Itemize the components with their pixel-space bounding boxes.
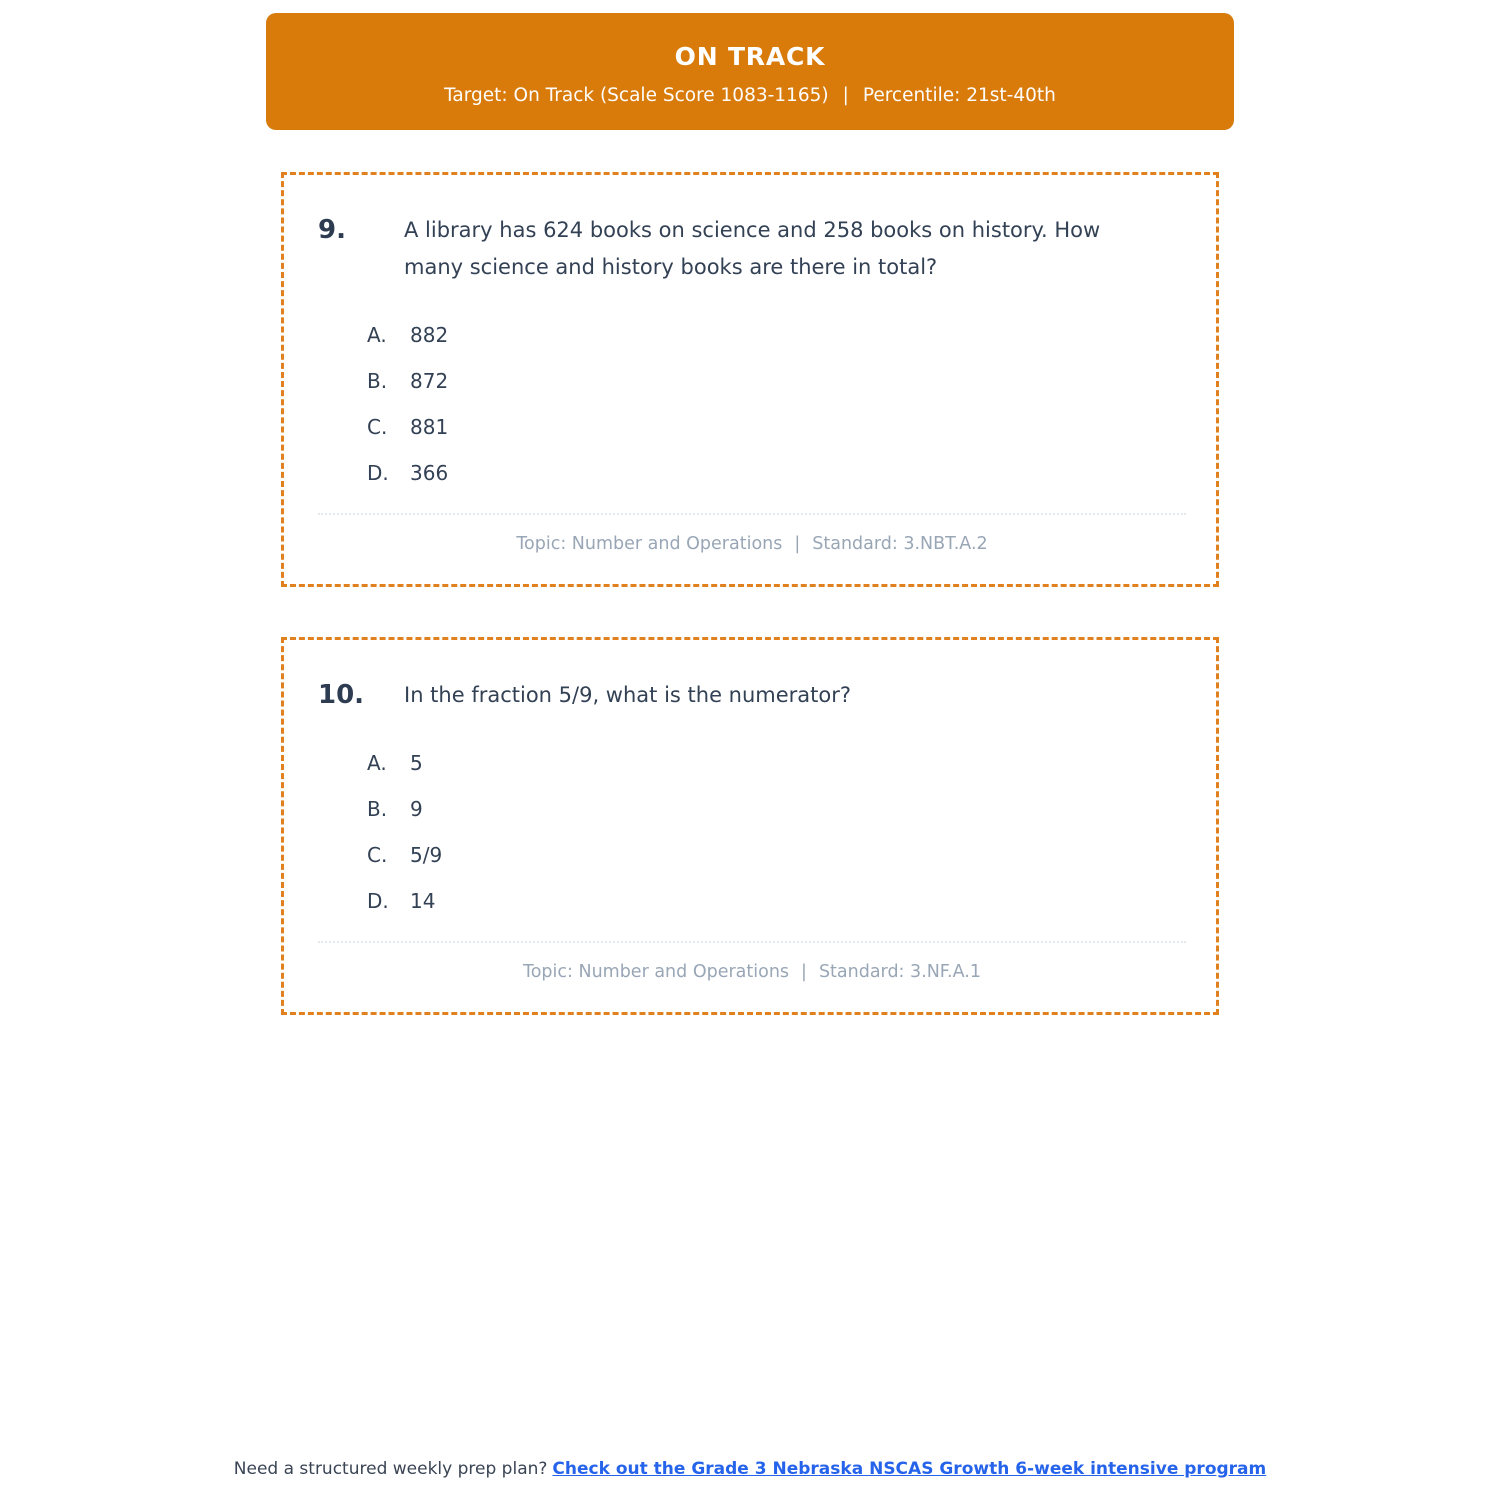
- question-row: [318, 212, 1186, 286]
- option-d: [367, 878, 1186, 924]
- question-card: [281, 172, 1219, 587]
- meta-standard: Standard: 3.NF.A.1: [818, 962, 981, 982]
- option-letter: D.: [367, 461, 389, 485]
- option-letter: A.: [367, 323, 387, 347]
- question-number: 10.: [318, 680, 365, 710]
- options-list: [367, 740, 1186, 924]
- banner-target: Target: On Track (Scale Score 1083-1165): [444, 85, 829, 106]
- option-letter: D.: [367, 889, 389, 913]
- footer-cta: [0, 1459, 1500, 1479]
- score-banner: [266, 13, 1234, 130]
- meta-separator: |: [794, 534, 801, 554]
- question-row: [318, 677, 1186, 714]
- banner-separator: |: [842, 85, 849, 106]
- question-number: 9.: [318, 215, 346, 245]
- option-c: [367, 404, 1186, 450]
- option-value: 872: [410, 369, 449, 393]
- option-letter: B.: [367, 369, 388, 393]
- question-meta: [318, 534, 1186, 554]
- question-text: A library has 624 books on science and 258 books on history. How many science and history books are there in total?: [404, 218, 1101, 279]
- page: [266, 0, 1234, 1015]
- option-letter: C.: [367, 415, 388, 439]
- option-letter: B.: [367, 797, 388, 821]
- option-value: 5/9: [410, 843, 443, 867]
- meta-topic: Topic: Number and Operations: [523, 962, 790, 982]
- option-a: [367, 312, 1186, 358]
- question-text: In the fraction 5/9, what is the numerator?: [404, 683, 852, 707]
- meta-standard: Standard: 3.NBT.A.2: [812, 534, 988, 554]
- option-value: 366: [410, 461, 449, 485]
- banner-percentile: Percentile: 21st-40th: [862, 85, 1056, 106]
- option-value: 882: [410, 323, 449, 347]
- banner-title: ON TRACK: [674, 42, 826, 71]
- option-letter: A.: [367, 751, 387, 775]
- option-value: 881: [410, 415, 449, 439]
- option-letter: C.: [367, 843, 388, 867]
- option-b: [367, 786, 1186, 832]
- program-link[interactable]: Check out the Grade 3 Nebraska NSCAS Growth 6-week intensive program: [552, 1459, 1267, 1479]
- options-list: [367, 312, 1186, 496]
- question-meta: [318, 962, 1186, 982]
- option-a: [367, 740, 1186, 786]
- option-value: 14: [410, 889, 436, 913]
- option-value: 5: [410, 751, 423, 775]
- option-b: [367, 358, 1186, 404]
- option-d: [367, 450, 1186, 496]
- footer-prompt: Need a structured weekly prep plan?: [233, 1459, 548, 1479]
- meta-separator: |: [801, 962, 807, 982]
- option-value: 9: [410, 797, 423, 821]
- banner-subtitle: [266, 85, 1234, 106]
- meta-topic: Topic: Number and Operations: [516, 534, 783, 554]
- option-c: [367, 832, 1186, 878]
- question-card: [281, 637, 1219, 1015]
- dotted-divider: [318, 941, 1186, 943]
- dotted-divider: [318, 513, 1186, 515]
